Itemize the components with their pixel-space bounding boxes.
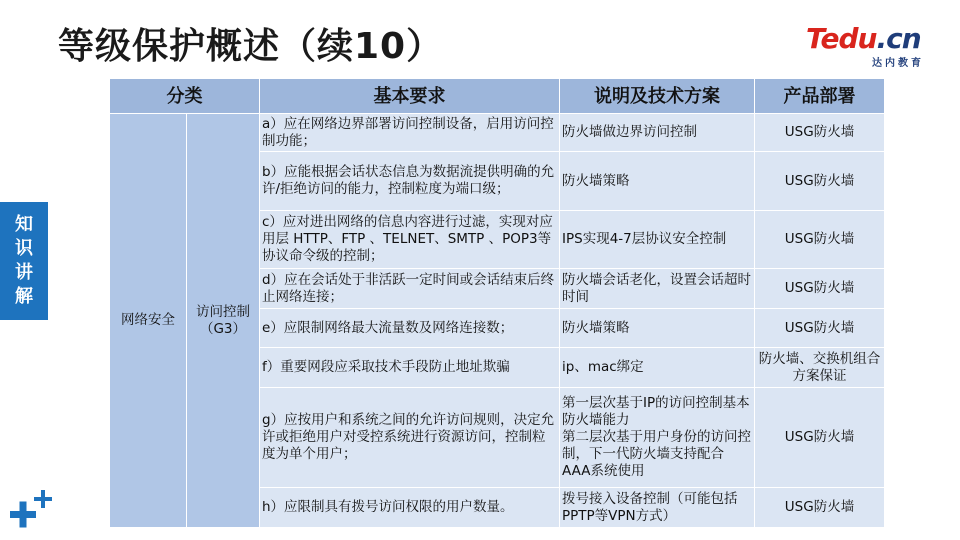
logo-subtitle: 达内教育	[872, 58, 924, 69]
requirement-cell: c）应对进出网络的信息内容进行过滤，实现对应用层 HTTP、FTP 、TELNET、SMTP 、POP3等协议命令级的控制；	[260, 211, 560, 269]
requirement-cell: h）应限制具有拨号访问权限的用户数量。	[260, 488, 560, 528]
table-header-row	[110, 79, 885, 114]
product-cell: USG防火墙	[755, 309, 885, 348]
header-explanation: 说明及技术方案	[560, 79, 755, 114]
explanation-cell: IPS实现4-7层协议安全控制	[560, 211, 755, 269]
explanation-cell: 防火墙做边界访问控制	[560, 114, 755, 152]
page-title: 等级保护概述（续10）	[58, 26, 444, 67]
side-tab-char: 解	[15, 286, 33, 307]
explanation-cell: 拨号接入设备控制（可能包括PPTP等VPN方式）	[560, 488, 755, 528]
category-network-security: 网络安全	[110, 114, 187, 528]
product-cell: USG防火墙	[755, 114, 885, 152]
table-row	[110, 114, 885, 152]
explanation-cell: 防火墙策略	[560, 309, 755, 348]
header-category: 分类	[110, 79, 260, 114]
requirement-cell: d）应在会话处于非活跃一定时间或会话结束后终止网络连接；	[260, 269, 560, 309]
logo-cn-text: .cn	[876, 22, 921, 55]
product-cell: USG防火墙	[755, 388, 885, 488]
logo-tedu-text: Tedu	[806, 22, 877, 55]
product-cell: 防火墙、交换机组合方案保证	[755, 348, 885, 388]
requirement-cell: g）应按用户和系统之间的允许访问规则，决定允许或拒绝用户对受控系统进行资源访问，控制粒度为单个用户；	[260, 388, 560, 488]
side-tab-knowledge	[0, 202, 48, 320]
side-tab-char: 知	[15, 214, 33, 235]
requirement-cell: e）应限制网络最大流量数及网络连接数；	[260, 309, 560, 348]
requirements-table	[109, 78, 885, 528]
product-cell: USG防火墙	[755, 488, 885, 528]
side-tab-char: 讲	[15, 262, 33, 283]
product-cell: USG防火墙	[755, 152, 885, 211]
plus-decoration-icon	[8, 488, 56, 532]
requirement-cell: a）应在网络边界部署访问控制设备，启用访问控制功能；	[260, 114, 560, 152]
explanation-cell: 第一层次基于IP的访问控制基本防火墙能力 第二层次基于用户身份的访问控制，下一代防火墙支持配合AAA系统使用	[560, 388, 755, 488]
header-product: 产品部署	[755, 79, 885, 114]
tedu-logo	[806, 22, 934, 72]
requirement-cell: b）应能根据会话状态信息为数据流提供明确的允许/拒绝访问的能力，控制粒度为端口级；	[260, 152, 560, 211]
explanation-cell: 防火墙策略	[560, 152, 755, 211]
category-access-control: 访问控制（G3）	[187, 114, 260, 528]
explanation-cell: ip、mac绑定	[560, 348, 755, 388]
product-cell: USG防火墙	[755, 269, 885, 309]
side-tab-char: 识	[15, 238, 33, 259]
header-requirement: 基本要求	[260, 79, 560, 114]
requirement-cell: f）重要网段应采取技术手段防止地址欺骗	[260, 348, 560, 388]
explanation-cell: 防火墙会话老化，设置会话超时时间	[560, 269, 755, 309]
product-cell: USG防火墙	[755, 211, 885, 269]
logo-wordmark	[806, 22, 921, 55]
